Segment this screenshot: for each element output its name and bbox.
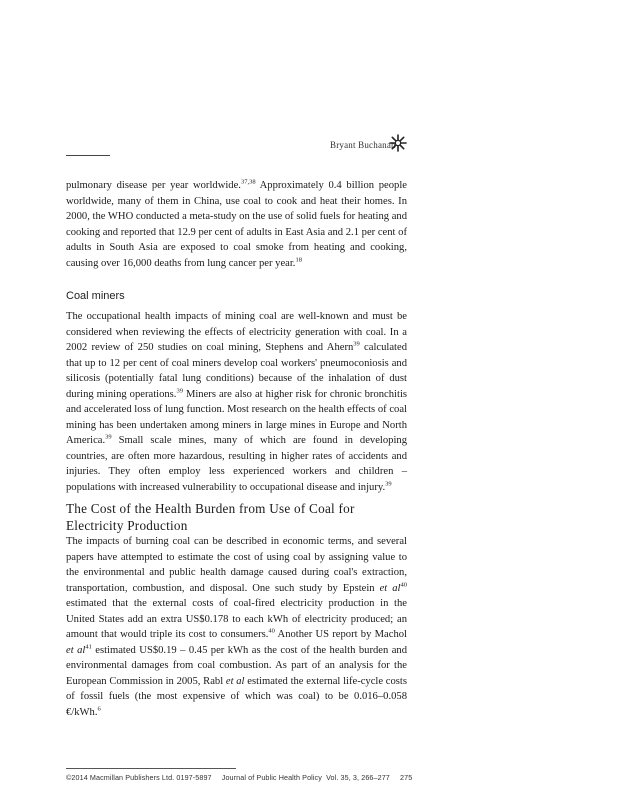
reference-marker: 39	[385, 479, 392, 487]
header-rule	[66, 155, 110, 156]
reference-marker: 39	[176, 386, 183, 394]
reference-marker: 40	[400, 580, 407, 588]
reference-marker: 37,38	[240, 178, 256, 186]
body-paragraph-continued: pulmonary disease per year worldwide.$^{37,38}$ Approximately 0.4 billion people worldwide, many of them in China, use coal to cook and heat their homes. In 2000, the WHO conducted a meta-study on the use of solid fuels for heating and cooking and reported that 12.9 per cent of adults in East Asia and 2.1 per cent of adults in South Asia are exposed to coal smoke from heating and cooking, causing over 16,000 deaths from lung cancer per year.$^{18}$	[66, 178, 407, 269]
reference-marker: 40	[268, 627, 275, 635]
reference-marker: 6	[97, 704, 101, 712]
reference-marker: 41	[85, 642, 92, 650]
footer-rule	[66, 768, 236, 769]
page-footer	[66, 773, 413, 782]
footer-volume: Vol. 35, 3, 266–277	[326, 773, 390, 782]
footer-copyright: ©2014 Macmillan Publishers Ltd. 0197-5897	[66, 773, 212, 782]
section-heading-coal-miners: Coal miners	[66, 290, 125, 302]
reference-marker: 39	[353, 340, 360, 348]
footer-journal: Journal of Public Health Policy	[221, 773, 322, 782]
cost-paragraph: The impacts of burning coal can be described in economic terms, and several papers have attempted to estimate the cost of using coal by assigning value to the environmental and public health damage caused during coal's extraction, transportation, combustion, and disposal. One such study by Epstein et $al^{40}$ estimated that the external costs of coal-fired electricity production in the United States add an extra US$0.178 to each kWh of electricity produced; an amount that would triple its cost to consumers.$^{40}$ Another US report by Machol et $al^{41}$ estimated US$0.19 – 0.45 per kWh as the cost of the health burden and environmental damages from coal combustion. As part of an analysis for the European Commission in 2005, Rabl et al estimated the external life-cycle costs of fossil fuels (the most expensive of which was coal) to be 0.016–0.058 €/kWh.$^6$	[66, 536, 407, 718]
page-number: 275	[400, 773, 413, 782]
reference-marker: 18	[295, 255, 302, 263]
reference-marker: 39	[105, 433, 112, 441]
coal-miners-paragraph: The occupational health impacts of mining coal are well-known and must be considered when reviewing the effects of electricity generation with coal. In a 2002 review of 250 studies on coal mining, Stephens and Ahern$^{39}$ calculated that up to 12 per cent of coal miners develop coal workers' pneumoconiosis and silicosis (potentially fatal lung conditions) because of the inhalation of dust during mining operations.$^{39}$ Miners are also at higher risk for chronic bronchitis and accelerated loss of lung function. Most research on the health effects of coal mining has been undertaken among miners in large mines in Europe and North America.$^{39}$ Small scale mines, many of which are found in developing countries, are often more hazardous, resulting in higher rates of accidents and injuries. They often employ less experienced workers and children – populations with increased vulnerability to occupational disease and injury.$^{39}$	[66, 311, 408, 493]
section-heading-cost: The Cost of the Health Burden from Use of Coal for Electricity Production	[66, 501, 355, 533]
running-head: Bryant Buchanan	[330, 140, 396, 150]
asterisk-star-icon	[388, 133, 408, 153]
